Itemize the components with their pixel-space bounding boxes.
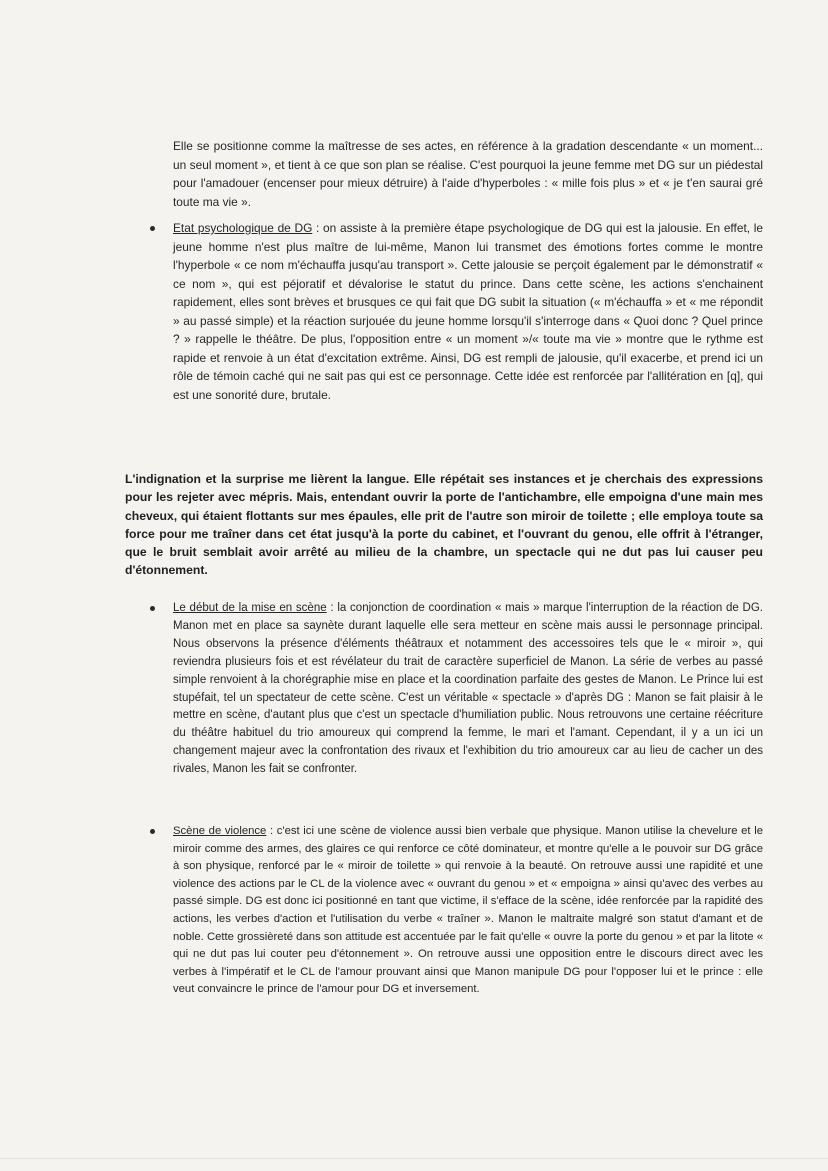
bullet-dot: [150, 226, 155, 231]
bullet-dot: [150, 829, 155, 834]
bullet-dot: [150, 606, 155, 611]
bullet-psychological-state: [173, 219, 763, 404]
bullet-violence-scene: [173, 823, 763, 999]
bullet-text: : la conjonction de coordination « mais » marque l'interruption de la réaction de DG. Manon met en place sa saynète durant laquelle elle sera metteur en scène mais aussi le personnage principal. Nous observons la présence d'éléments théâtraux et notamment des accessoires tels que le « miroir », qui reviendra plusieurs fois et est révélateur du trait de caractère superficiel de Manon. La série de verbes au passé simple renvoient à la chorégraphie mise en place et la coordination parfaite des gestes de Manon. Le Prince lui est stupéfait, tel un spectateur de cette scène. C'est un véritable « spectacle » d'après DG : Manon se fait plaisir à le mettre en scène, d'autant plus que c'est un spectacle d'humiliation public. Nous retrouvons une certaine réécriture du théâtre habituel du trio amoureux qui comprend la femme, le mari et l'amant. Cependant, il y a un ici un changement majeur avec la confrontation des rivaux et l'exhibition du trio amoureux car au lieu de cacher un des rivales, Manon les fait se confronter.: [173, 602, 763, 776]
quoted-excerpt: L'indignation et la surprise me lièrent la langue. Elle répétait ses instances et je cherchais des expressions pour les rejeter avec mépris. Mais, entendant ouvrir la porte de l'antichambre, elle empoigna d'une main mes cheveux, qui étaient flottants sur mes épaules, elle prit de l'autre son miroir de toilette ; elle employa toute sa force pour me traîner dans cet état jusqu'à la porte du cabinet, et l'ouvrant du genou, elle offrit à l'étranger, que le bruit semblait avoir arrêté au milieu de la chambre, un spectacle qui ne dut pas lui causer peu d'étonnement.: [125, 472, 763, 578]
intro-paragraph: Elle se positionne comme la maîtresse de ses actes, en référence à la gradation descendante « un moment... un seul moment », et tient à ce que son plan se réalise. C'est pourquoi la jeune femme met DG sur un piédestal pour l'amadouer (encenser pour mieux détruire) à l'aide d'hyperboles : « mille fois plus » et « je t'en saurai gré toute ma vie ».: [173, 139, 763, 209]
bullet-label: Le début de la mise en scène: [173, 602, 327, 614]
bullet-text: : c'est ici une scène de violence aussi bien verbale que physique. Manon utilise la chevelure et le miroir comme des armes, des glaires ce qui renforce ce côté dominateur, et montre qu'elle a le pouvoir sur DG grâce à son physique, renforcé par le « miroir de toilette » qui renvoie à la beauté. On retrouve aussi une rapidité et une violence des actions par le CL de la violence avec « ouvrant du genou » et « empoigna » ainsi qu'avec des verbes au passé simple. DG est donc ici positionné en tant que victime, il s'efface de la scène, idée renforcée par la rapidité des actions, les verbes d'action et l'utilisation du verbe « traîner ». Manon le maltraite malgré son statut d'amant et de noble. Cette grossièreté dans son attitude est accentuée par le fait qu'elle « ouvre la porte du genou » et par la litote « qui ne dut pas lui couter peu d'étonnement ». On retrouve aussi une opposition entre le discours direct avec les verbes à l'impératif et le CL de l'amour prouvant ainsi que Manon manipule DG pour l'opposer lui et le prince : elle veut convaincre le prince de l'amour pour DG et inversement.: [173, 825, 764, 996]
bullet-mise-en-scene: [173, 600, 763, 779]
page-edge: [0, 1158, 828, 1159]
bullet-label: Etat psychologique de DG: [173, 221, 313, 235]
bullet-label: Scène de violence: [173, 825, 267, 837]
bullet-text: : on assiste à la première étape psychologique de DG qui est la jalousie. En effet, le jeune homme n'est plus maître de lui-même, Manon lui transmet des émotions fortes comme le montre l'hyperbole « ce nom m'échauffa jusqu'au transport ». Cette jalousie se perçoit également par le démonstratif « ce nom », qui est péjoratif et dévalorise le statut du prince. Dans cette scène, les actions s'enchainent rapidement, elles sont brèves et brusques ce qui fait que DG subit la situation (« m'échauffa » et « me répondit » au passé simple) et la réaction surjouée du jeune homme lorsqu'il s'interroge dans « Quoi donc ? Quel prince ? » rappelle le théâtre. De plus, l'opposition entre « un moment »/« toute ma vie » montre que le rythme est rapide et renvoie à un état d'excitation extrême. Ainsi, DG est rempli de jalousie, qu'il exacerbe, et prend ici un rôle de témoin caché qui ne sait pas qui est ce personnage. Cette idée est renforcée par l'allitération en [q], qui est une sonorité dure, brutale.: [173, 221, 763, 402]
